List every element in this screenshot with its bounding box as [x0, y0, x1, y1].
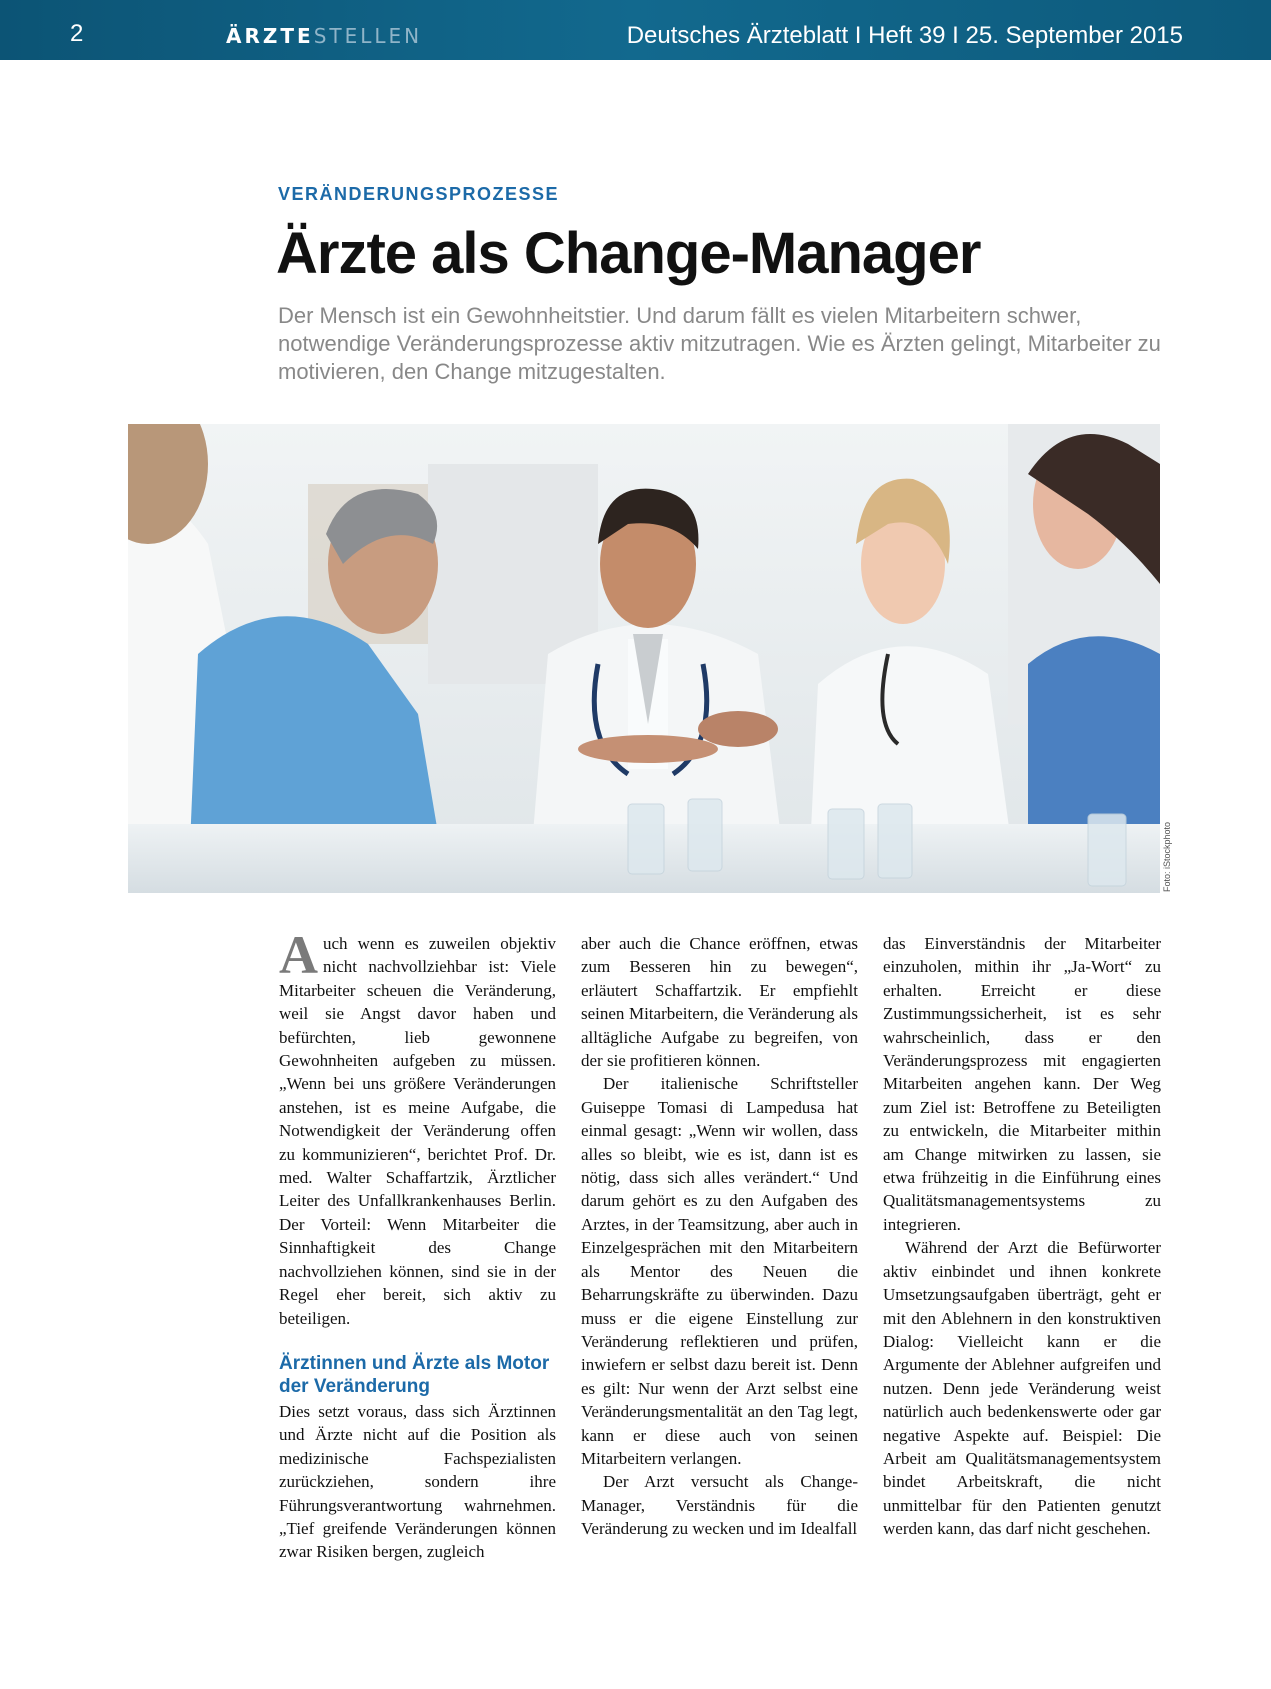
brand-logo-part2: STELLEN: [313, 24, 423, 48]
paragraph: Während der Arzt die Befürworter aktiv einbindet und ihnen konkrete Umsetzungsaufgaben überträgt, geht er mit den Ablehnern in den konstruktiven Dialog: Vielleicht kann er die Argumente der Ablehner aufgreifen und nutzen. Denn jede Veränderung weist natürlich auch bedenkenswerte oder gar negative Aspekte auf. Beispiel: Die Arbeit am Qualitätsmanagementsystem bindet Arbeitskraft, die nicht unmittelbar für den Patienten genutzt werden kann, das darf nicht geschehen.: [883, 1238, 1161, 1539]
paragraph: Dies setzt voraus, dass sich Ärztinnen und Ärzte nicht auf die Position als medizinische Fachspezialisten zurückziehen, sondern ihre Führungsverantwortung wahrnehmen. „Tief greifende Veränderungen können zwar Risiken bergen, zugleich: [279, 1401, 556, 1562]
paragraph: [279, 925, 556, 1330]
doctors-meeting-illustration: [128, 424, 1160, 893]
publication-info: Deutsches Ärzteblatt I Heft 39 I 25. September 2015: [626, 22, 1183, 49]
article-title: Ärzte als Change-Manager: [276, 221, 981, 286]
photo-credit: Foto: iStockphoto: [1162, 821, 1172, 892]
drop-cap: A: [279, 925, 318, 985]
article-column-1: [279, 925, 556, 1564]
paragraph: Der Arzt versucht als Change-Manager, Verständnis für die Veränderung zu wecken und im Idealfall: [581, 1472, 858, 1539]
article-column-3: [883, 932, 1161, 1541]
paragraph: Der italienische Schriftsteller Guiseppe Tomasi di Lampedusa hat einmal gesagt: „Wenn wir wollen, dass alles so bleibt, wie es ist, dann ist es nötig, dass sich alles verändert.“ Und darum gehört es zu den Aufgaben des Arztes, in der Teamsitzung, aber auch in Einzelgesprächen mit den Mitarbeitern als Mentor des Neuen die Beharrungskräfte zu überwinden. Dazu muss er die eigene Einstellung zur Veränderung reflektieren und prüfen, inwiefern er selbst dazu bereit ist. Denn es gilt: Nur wenn der Arzt selbst eine Veränderungsmentalität an den Tag legt, kann er diese auch von seinen Mitarbeitern verlangen.: [581, 1074, 858, 1468]
article-kicker: VERÄNDERUNGSPROZESSE: [278, 184, 560, 204]
page-header: [0, 0, 1271, 60]
article-photo: [128, 424, 1160, 893]
article-lead: Der Mensch ist ein Gewohnheitstier. Und darum fällt es vielen Mitarbeitern schwer, notwendige Veränderungsprozesse aktiv mitzutragen. Wie es Ärzten gelingt, Mitarbeiter zu motivieren, den Change mitzugestalten.: [278, 303, 1161, 384]
paragraph-text: uch wenn es zuweilen objektiv nicht nachvollziehbar ist: Viele Mitarbeiter scheuen die Veränderung, weil sie Angst davor haben und befürchten, lieb gewonnene Gewohnheiten aufgeben zu müssen. „Wenn bei uns größere Veränderungen anstehen, ist es meine Aufgabe, die Notwendigkeit der Veränderung offen zu kommunizieren“, berichtet Prof. Dr. med. Walter Schaffartzik, Ärztlicher Leiter des Unfallkrankenhauses Berlin. Der Vorteil: Wenn Mitarbeiter die Sinnhaftigkeit des Change nachvollziehen können, sind sie in der Regel eher bereit, sich aktiv zu beteiligen.: [279, 934, 556, 1328]
brand-logo-part1: ÄRZTE: [226, 24, 314, 48]
article-subheading: Ärztinnen und Ärzte als Motor der Veränderung: [279, 1352, 550, 1397]
article-column-2: [581, 932, 858, 1541]
paragraph: aber auch die Chance eröffnen, etwas zum Besseren hin zu bewegen“, erläutert Schaffartzik. Er empfiehlt seinen Mitarbeitern, die Veränderung als alltägliche Aufgabe zu begreifen, von der sie profitieren können.: [581, 934, 858, 1071]
paragraph: das Einverständnis der Mitarbeiter einzuholen, mithin ihr „Ja-Wort“ zu erhalten. Erreicht er diese Zustimmungssicherheit, ist es sehr wahrscheinlich, dass er den Veränderungsprozess mit engagierten Mitarbeiten angehen kann. Der Weg zum Ziel ist: Betroffene zu Beteiligten zu entwickeln, die Mitarbeiter mithin am Change mitwirken zu lassen, sie etwa frühzeitig in die Einführung eines Qualitätsmanagementsystems zu integrieren.: [883, 934, 1161, 1234]
brand-logo: [226, 24, 422, 48]
page-number: 2: [70, 20, 84, 47]
